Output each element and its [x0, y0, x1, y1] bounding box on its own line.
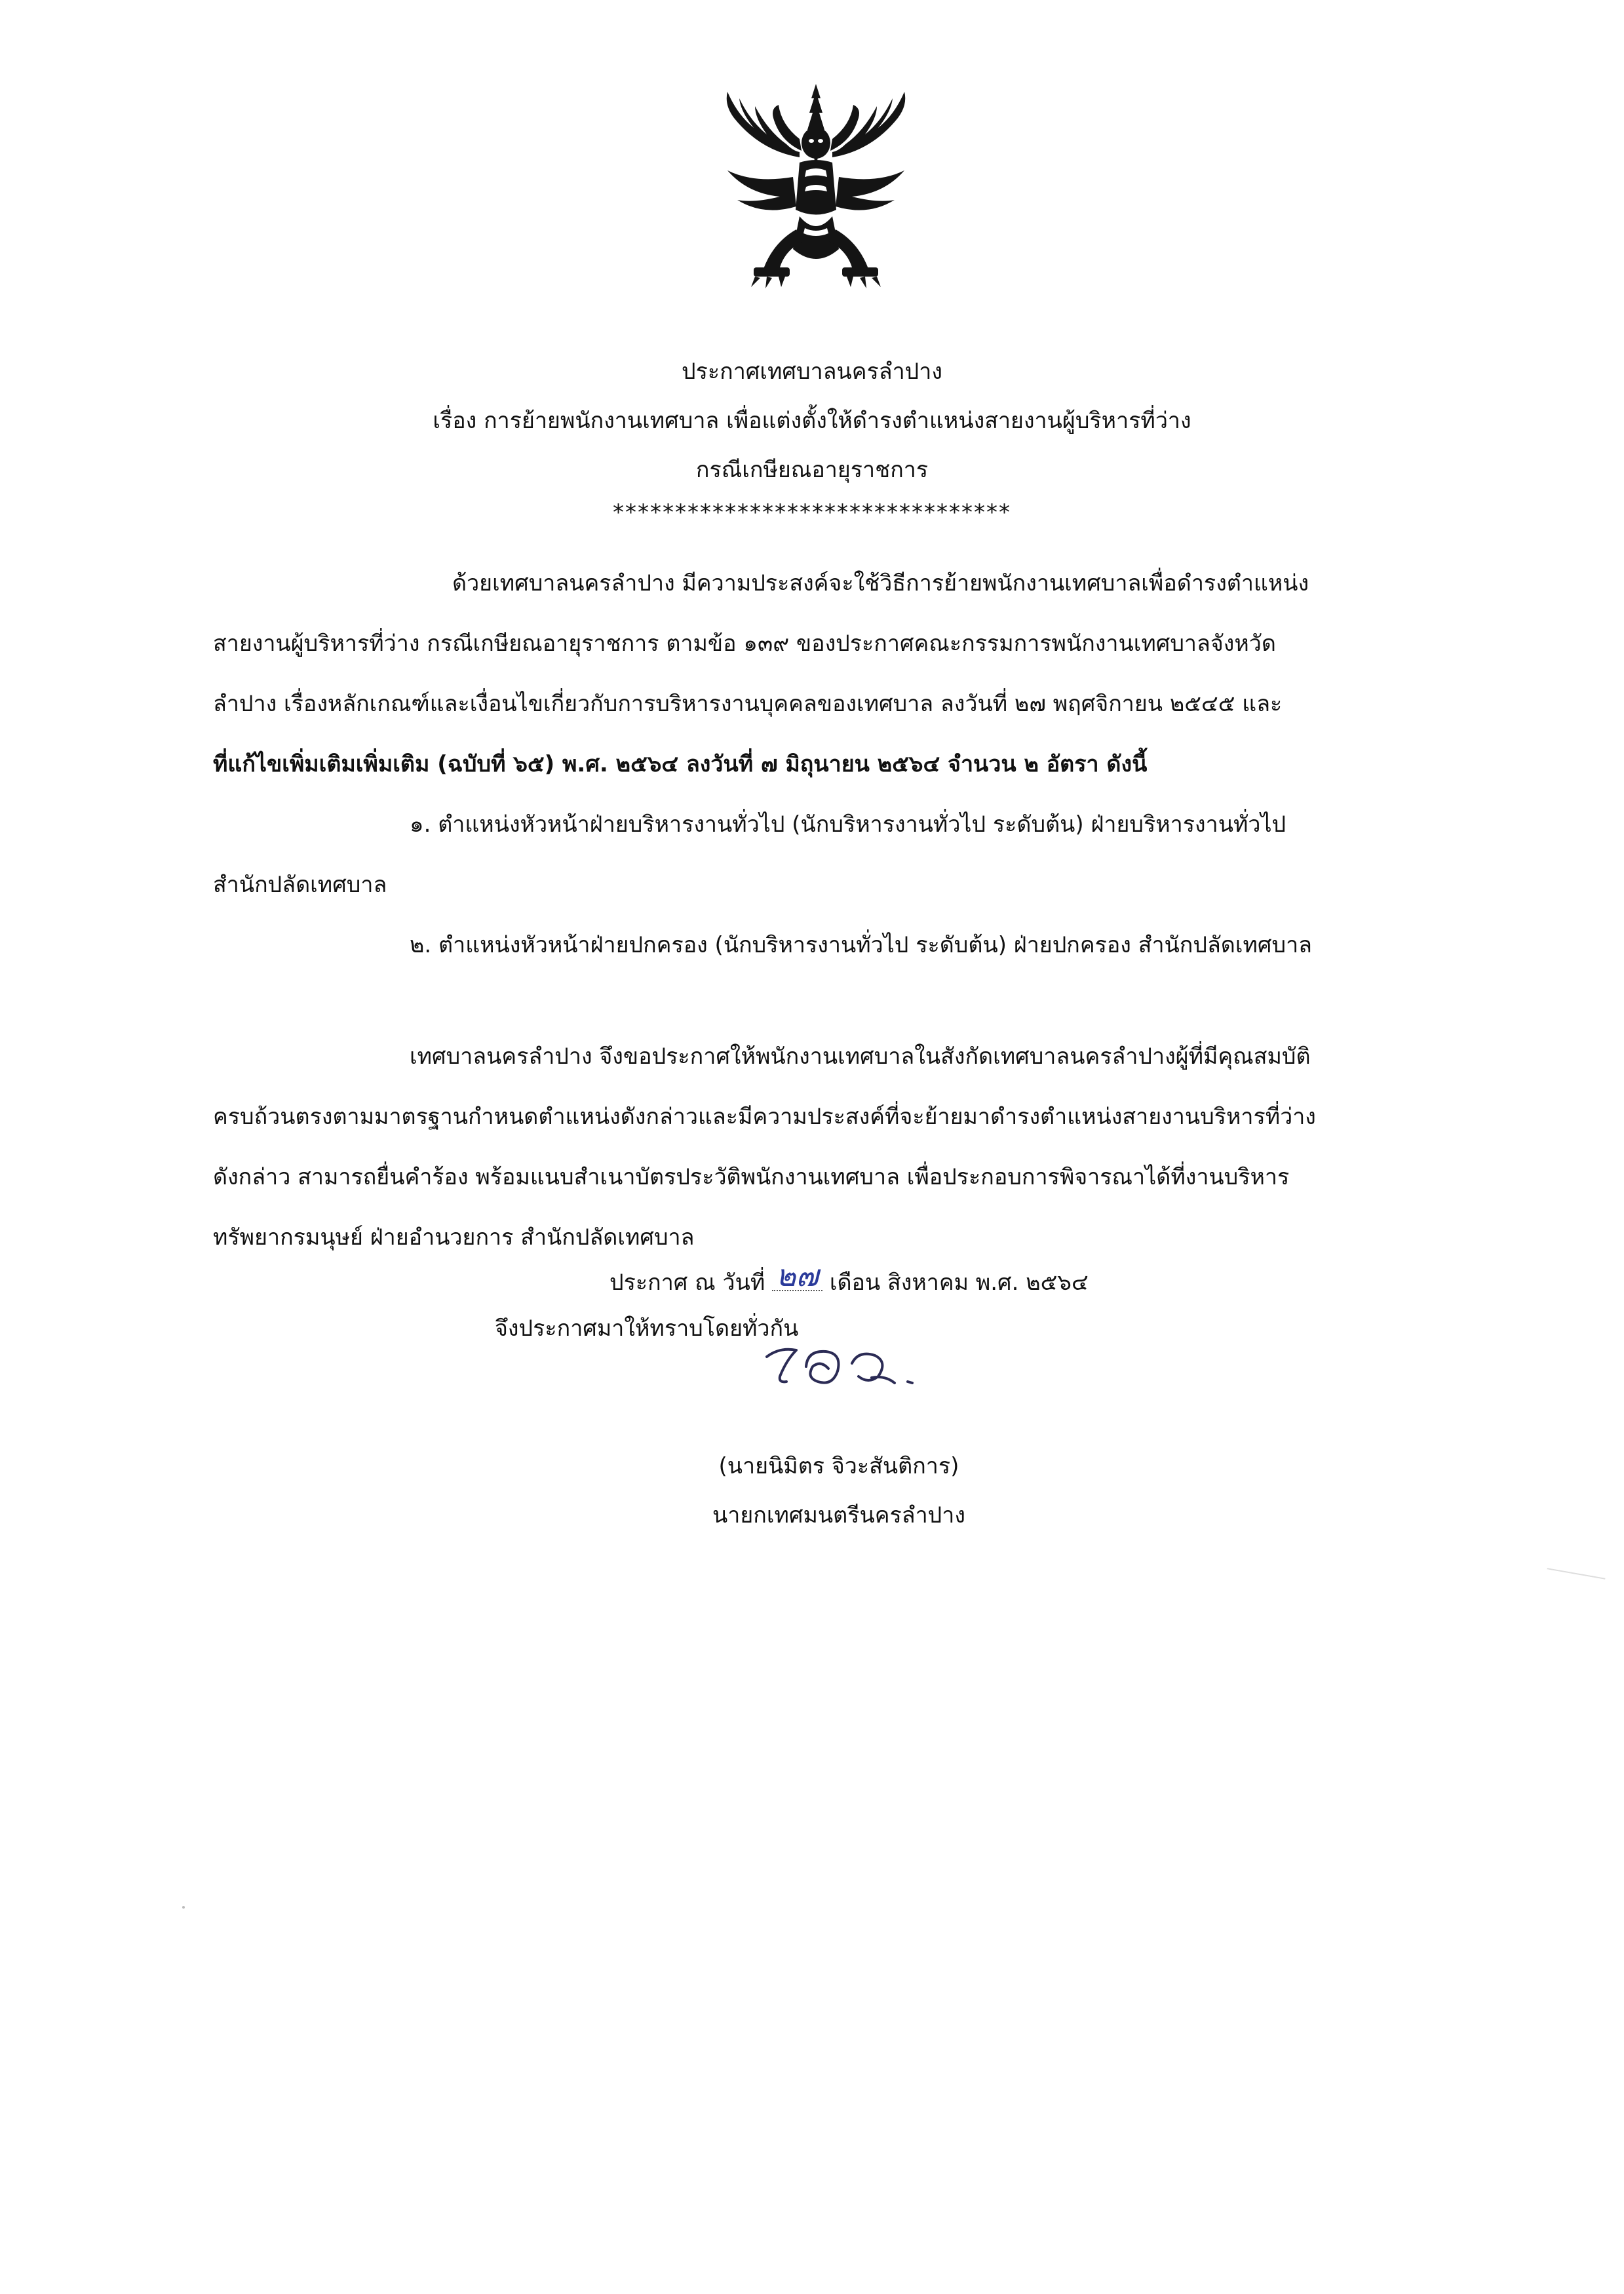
date-suffix: เดือน สิงหาคม พ.ศ. ๒๕๖๔ — [829, 1270, 1089, 1296]
para2-line-2: ครบถ้วนตรงตามมาตรฐานกำหนดตำแหน่งดังกล่าวและมีความประสงค์ที่จะย้ายมาดำรงตำแหน่งสายงานบริหารที่ว่าง — [213, 1104, 1316, 1130]
announcement-title: ประกาศเทศบาลนครลำปาง — [682, 359, 942, 385]
para1-line-3: ลำปาง เรื่องหลักเกณฑ์และเงื่อนไขเกี่ยวกับการบริหารงานบุคคลของเทศบาล ลงวันที่ ๒๗ พฤศจิกายน ๒๕๔๕ และ — [213, 691, 1283, 717]
header-separator: ******************************** — [613, 499, 1011, 526]
closing-statement: จึงประกาศมาให้ทราบโดยทั่วกัน — [495, 1315, 799, 1342]
handwritten-signature-icon — [760, 1331, 931, 1403]
announcement-subject: เรื่อง การย้ายพนักงานเทศบาล เพื่อแต่งตั้งให้ดำรงตำแหน่งสายงานผู้บริหารที่ว่าง — [433, 408, 1191, 434]
para1-line-2: สายงานผู้บริหารที่ว่าง กรณีเกษียณอายุราชการ ตามข้อ ๑๓๙ ของประกาศคณะกรรมการพนักงานเทศบาลจังหวัด — [213, 631, 1276, 657]
para2-line-4: ทรัพยากรมนุษย์ ฝ่ายอำนวยการ สำนักปลัดเทศบาล — [213, 1224, 695, 1251]
date-line — [609, 1258, 1089, 1297]
announcement-subject-case: กรณีเกษียณอายุราชการ — [695, 457, 929, 483]
para2-line-3: ดังกล่าว สามารถยื่นคำร้อง พร้อมแนบสำเนาบัตรประวัติพนักงานเทศบาล เพื่อประกอบการพิจารณาได้ที่งานบริหาร — [213, 1164, 1290, 1190]
date-day-handwritten: ๒๗ — [772, 1261, 822, 1291]
signatory-name: (นายนิมิตร จิวะสันติการ) — [718, 1453, 959, 1479]
para1-line-4: ที่แก้ไขเพิ่มเติมเพิ่มเติม (ฉบับที่ ๖๕) พ.ศ. ๒๕๖๔ ลงวันที่ ๗ มิถุนายน ๒๕๖๔ จำนวน ๒ อัตรา ดังนี้ — [213, 751, 1148, 777]
position-1-line-2: สำนักปลัดเทศบาล — [213, 872, 387, 898]
signatory-title: นายกเทศมนตรีนครลำปาง — [712, 1502, 965, 1528]
scan-mark — [1547, 1568, 1606, 1580]
para2-line-1: เทศบาลนครลำปาง จึงขอประกาศให้พนักงานเทศบาลในสังกัดเทศบาลนครลำปางผู้ที่มีคุณสมบัติ — [410, 1043, 1311, 1070]
scan-speck — [182, 1906, 185, 1909]
position-2: ๒. ตำแหน่งหัวหน้าฝ่ายปกครอง (นักบริหารงานทั่วไป ระดับต้น) ฝ่ายปกครอง สำนักปลัดเทศบาล — [410, 932, 1312, 958]
date-prefix: ประกาศ ณ วันที่ — [609, 1270, 765, 1296]
garuda-emblem-icon — [708, 79, 924, 301]
position-1-line-1: ๑. ตำแหน่งหัวหน้าฝ่ายบริหารงานทั่วไป (นักบริหารงานทั่วไป ระดับต้น) ฝ่ายบริหารงานทั่วไป — [410, 811, 1286, 838]
para1-line-1: ด้วยเทศบาลนครลำปาง มีความประสงค์จะใช้วิธีการย้ายพนักงานเทศบาลเพื่อดำรงตำแหน่ง — [452, 570, 1309, 596]
